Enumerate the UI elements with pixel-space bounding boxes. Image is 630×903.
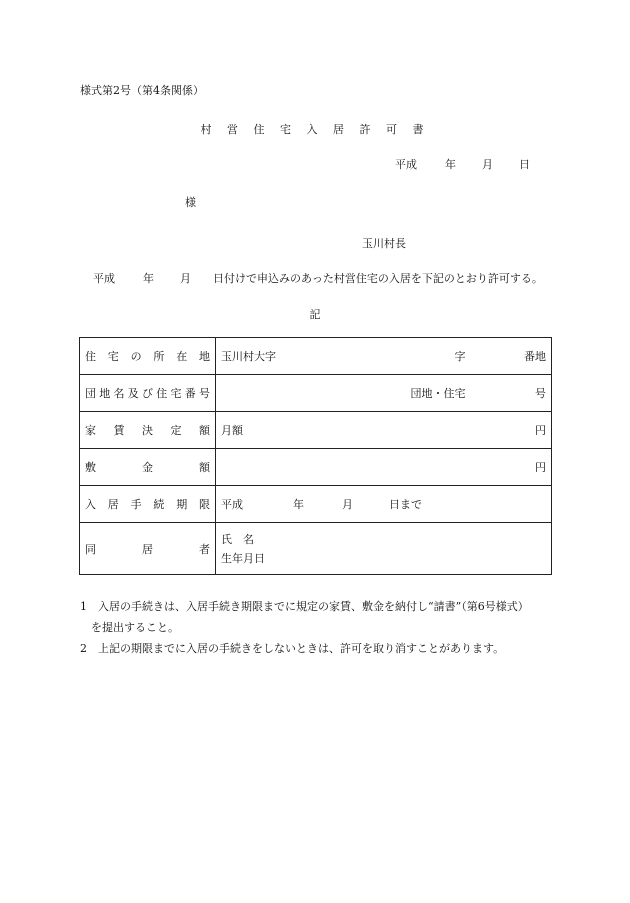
date-year: 年: [445, 158, 456, 171]
deadline-month: 月: [342, 498, 353, 511]
statement-year: 年: [143, 272, 154, 285]
date-month: 月: [482, 158, 493, 171]
label-complex: [80, 375, 216, 412]
value-location: [216, 338, 552, 375]
statement-text: 日付けで申込みのあった村営住宅の入居を下記のとおり許可する。: [213, 272, 543, 285]
table-row-location: [80, 338, 552, 375]
cohabitant-name: 氏 名: [221, 532, 254, 546]
table-row-complex: [80, 375, 552, 412]
location-banchi: 番地: [524, 350, 546, 363]
statement-era: 平成: [93, 272, 115, 285]
label-deadline-text: 入 居 手 続 期 限: [85, 498, 210, 511]
complex-name: 団地・住宅: [410, 387, 466, 400]
label-cohabitants-text: 同 居 者: [85, 542, 210, 556]
issue-date: [395, 156, 530, 172]
value-complex: [216, 375, 552, 412]
deadline-era: 平成: [221, 498, 243, 511]
table-row-deposit: [80, 449, 552, 486]
table-row-cohabitants: [80, 523, 552, 575]
deposit-yen: 円: [535, 461, 546, 474]
table-row-deadline: [80, 486, 552, 523]
form-number: 様式第2号（第4条関係）: [80, 84, 204, 97]
notes: [80, 596, 529, 659]
label-complex-text: 団 地 名 及 び 住 宅 番 号: [85, 387, 210, 400]
date-era: 平成: [395, 158, 417, 171]
value-rent: [216, 412, 552, 449]
label-rent-text: 家 賃 決 定 額: [85, 424, 210, 437]
label-location: [80, 338, 216, 375]
rent-yen: 円: [535, 424, 546, 437]
issuer-name: 玉川村長: [362, 237, 406, 250]
note-2: 2 上記の期限までに入居の手続きをしないときは、許可を取り消すことがあります。: [80, 642, 505, 655]
cohabitant-birthdate: 生年月日: [221, 551, 265, 565]
deadline-day: 日まで: [389, 498, 422, 511]
label-deposit-text: 敷 金 額: [85, 461, 210, 474]
value-cohabitants: [216, 523, 552, 575]
location-aza: 字: [454, 350, 466, 363]
label-deposit: [80, 449, 216, 486]
note-1: 1 入居の手続きは、入居手続き期限までに規定の家賃、敷金を納付し“請書”（第6号様式）: [80, 600, 529, 613]
value-deposit: [216, 449, 552, 486]
note-1-cont: を提出すること。: [80, 621, 179, 634]
label-location-text: 住 宅 の 所 在 地: [85, 350, 210, 363]
label-cohabitants: [80, 523, 216, 575]
deadline-year: 年: [293, 498, 304, 511]
permit-table: [79, 337, 552, 575]
label-rent: [80, 412, 216, 449]
location-oaza: 玉川村大字: [221, 350, 276, 363]
addressee-suffix: 様: [185, 196, 196, 209]
table-row-rent: [80, 412, 552, 449]
permit-statement: [93, 270, 543, 286]
date-day: 日: [519, 158, 530, 171]
ki-heading: 記: [309, 308, 321, 321]
complex-number: 号: [535, 387, 546, 400]
document-title: 村 営 住 宅 入 居 許 可 書: [200, 123, 430, 136]
rent-monthly: 月額: [221, 424, 243, 437]
label-deadline: [80, 486, 216, 523]
statement-month: 月: [180, 272, 191, 285]
value-deadline: [216, 486, 552, 523]
